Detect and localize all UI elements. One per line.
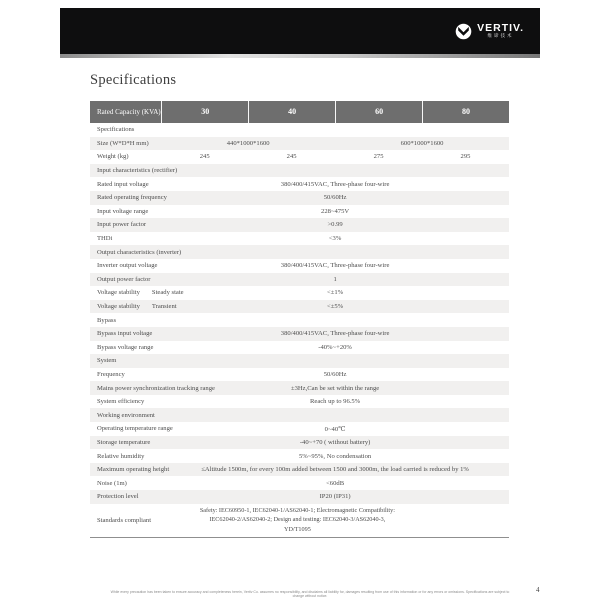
row-value: 1 — [333, 275, 337, 283]
row-label: System — [97, 357, 117, 365]
spec-row — [90, 476, 509, 490]
spec-row — [90, 381, 509, 395]
row-label: Specifications — [97, 126, 135, 134]
row-value: 440*1000*1600 — [226, 139, 270, 147]
vertiv-logo — [455, 23, 524, 40]
spec-table-body — [90, 123, 509, 538]
header-gradient-strip — [60, 54, 540, 58]
row-label: Operating temperature range — [97, 425, 173, 433]
spec-row — [90, 368, 509, 382]
row-value: 380/400/415VAC, Three-phase four-wire — [280, 330, 390, 338]
row-value: ≤Altitude 1500m, for every 100m added between 1500 and 3000m, the load carried is reduced by 1% — [201, 466, 469, 474]
section-row — [90, 354, 509, 368]
spec-row — [90, 463, 509, 477]
row-label: Bypass voltage range — [97, 343, 154, 351]
page-title: Specifications — [90, 72, 177, 88]
row-value: Safety: IEC60950-1, IEC62040-1/AS62040-1; Electromagnetic Compatibility: IEC62040-2/AS62040-2; Design and testing: IEC62040-3/AS62040-3, YD/T1095 — [199, 507, 395, 533]
row-label: Size (W*D*H mm) — [97, 139, 149, 147]
brand-text-block — [477, 23, 524, 40]
row-value: <3% — [328, 235, 342, 243]
spec-row — [90, 191, 509, 205]
spec-row — [90, 395, 509, 409]
row-sublabel: Transient — [151, 303, 177, 311]
spec-row — [90, 259, 509, 273]
row-value: 50/60Hz — [323, 194, 347, 202]
spec-row — [90, 341, 509, 355]
row-label: THDi — [97, 235, 113, 243]
row-value: 600*1000*1600 — [400, 139, 444, 147]
section-row — [90, 245, 509, 259]
row-label: Noise (1m) — [97, 479, 127, 487]
row-value: 5%~95%, No condensation — [298, 452, 372, 460]
section-row — [90, 164, 509, 178]
row-value: <±1% — [327, 289, 344, 297]
row-label: Voltage stability Transient — [97, 303, 177, 311]
row-label: System efficiency — [97, 398, 145, 406]
row-value: ±3Hz,Can be set within the range — [290, 384, 380, 392]
row-label: Input characteristics (rectifier) — [97, 167, 178, 175]
spec-row — [90, 300, 509, 314]
row-value: -40%~+20% — [318, 343, 352, 351]
table-header-label: Rated Capacity (KVA) — [97, 108, 161, 116]
spec-row — [90, 504, 509, 538]
row-label: Storage temperature — [97, 438, 151, 446]
column-header-80: 80 — [422, 101, 509, 123]
row-value: 0~40℃ — [324, 425, 346, 433]
section-row — [90, 313, 509, 327]
row-label: Relative humidity — [97, 452, 145, 460]
row-value: Reach up to 96.5% — [310, 398, 361, 406]
row-value: <±5% — [327, 303, 344, 311]
row-label: Input power factor — [97, 221, 147, 229]
spec-row — [90, 422, 509, 436]
table-header-row — [90, 101, 509, 123]
spec-row — [90, 286, 509, 300]
row-label: Bypass — [97, 316, 117, 324]
spec-row — [90, 218, 509, 232]
row-label: Mains power synchronization tracking range — [97, 384, 215, 392]
section-row — [90, 408, 509, 422]
row-label: Rated operating frequency — [97, 194, 167, 202]
row-value: 228~475V — [321, 207, 350, 215]
row-value: 380/400/415VAC, Three-phase four-wire — [280, 180, 390, 188]
spec-row — [90, 449, 509, 463]
row-value: 245 — [199, 153, 210, 161]
row-label: Output characteristics (inverter) — [97, 248, 182, 256]
column-header-60: 60 — [335, 101, 422, 123]
row-label: Working environment — [97, 411, 155, 419]
spec-row — [90, 490, 509, 504]
header-bar — [60, 8, 540, 54]
brand-name: VERTIV. — [477, 21, 524, 34]
column-header-30: 30 — [161, 101, 248, 123]
brand-subtext: 维谛技术 — [487, 33, 514, 39]
spec-row — [90, 150, 509, 164]
row-label: Inverter output voltage — [97, 262, 158, 270]
row-label: Protection level — [97, 493, 139, 501]
row-value: IP20 (IP31) — [319, 493, 351, 501]
spec-row — [90, 273, 509, 287]
spec-row — [90, 232, 509, 246]
row-value: >0.99 — [327, 221, 343, 229]
row-value: 245 — [286, 153, 297, 161]
row-value: -40~+70 ( without battery) — [299, 438, 371, 446]
row-label: Input voltage range — [97, 207, 149, 215]
row-label: Output power factor — [97, 275, 151, 283]
row-label: Voltage stability Steady state — [97, 289, 184, 297]
spec-row — [90, 205, 509, 219]
page-number: 4 — [536, 586, 540, 594]
spec-table — [90, 101, 509, 538]
row-label: Maximum operating height — [97, 466, 170, 474]
row-sublabel: Steady state — [151, 289, 184, 297]
column-header-40: 40 — [248, 101, 335, 123]
vertiv-logo-icon — [455, 23, 472, 40]
section-row — [90, 123, 509, 137]
row-label: Weight (kg) — [97, 153, 129, 161]
row-label: Frequency — [97, 370, 125, 378]
spec-row — [90, 177, 509, 191]
spec-row — [90, 327, 509, 341]
spec-row — [90, 137, 509, 151]
row-label: Standards compliant — [97, 516, 152, 524]
row-value: 380/400/415VAC, Three-phase four-wire — [280, 262, 390, 270]
spec-row — [90, 436, 509, 450]
row-label: Bypass input voltage — [97, 330, 153, 338]
footer-disclaimer: While every precaution has been taken to ensure accuracy and completeness herein, Vertiv Co. assumes no responsibility, and disclaims all liability for, damages resulting from use of this information or for any errors or omissions. Specifications are subject to change without notice. — [110, 590, 510, 598]
row-value: 295 — [460, 153, 471, 161]
row-label: Rated input voltage — [97, 180, 149, 188]
row-value: 275 — [373, 153, 384, 161]
row-value: <60dB — [326, 479, 345, 487]
row-value: 50/60Hz — [323, 370, 347, 378]
